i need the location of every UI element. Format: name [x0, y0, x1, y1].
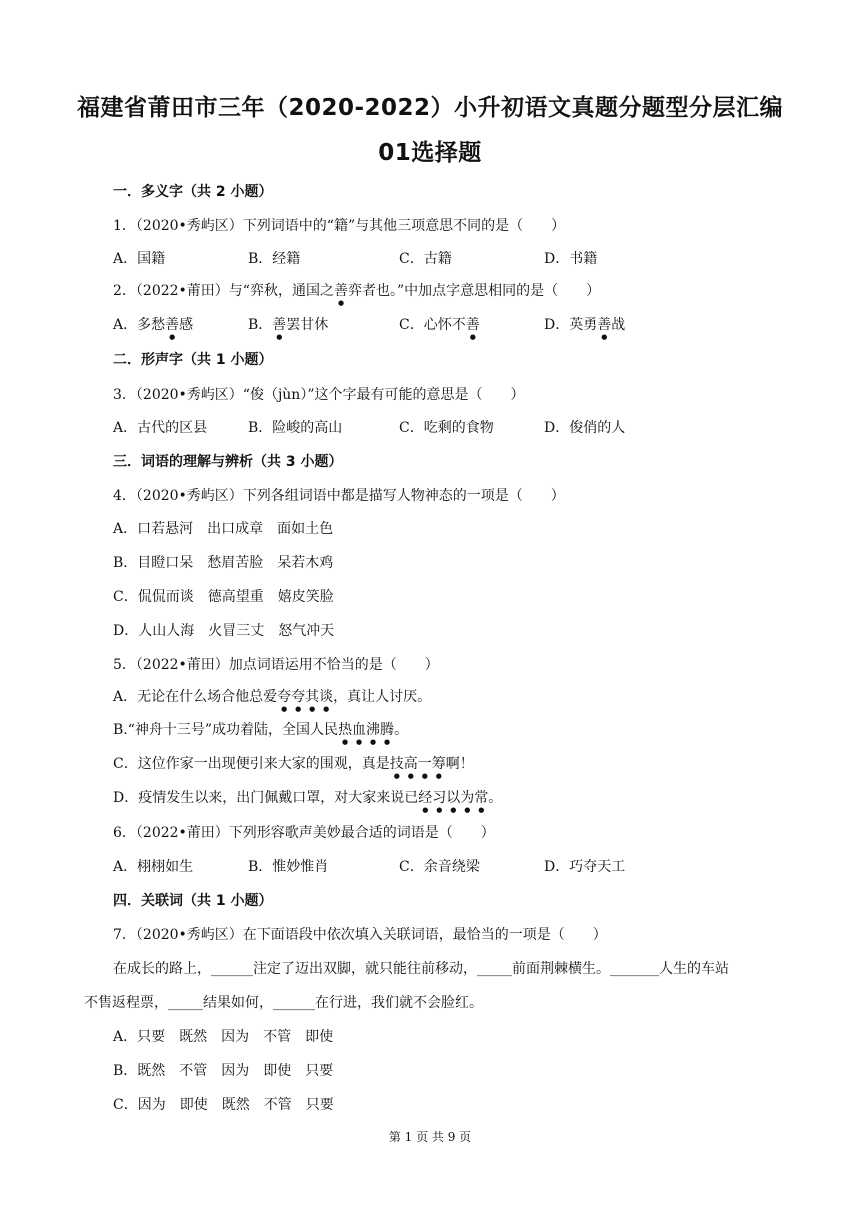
- question-7-option-c: C．因为 即使 既然 不管 只要: [113, 1097, 334, 1113]
- question-7-option-b: B．既然 不管 因为 即使 只要: [113, 1063, 334, 1079]
- section-heading-3: 三．词语的理解与辨析（共 3 小题）: [113, 454, 343, 470]
- section-heading-4: 四．关联词（共 1 小题）: [113, 893, 273, 909]
- question-7-passage-line2: 不售返程票，_____结果如何，______在行进，我们就不会脸红。: [84, 995, 483, 1011]
- question-5-stem: 5．（2022•莆田）加点词语运用不恰当的是（ ）: [113, 657, 439, 673]
- question-3-option-a: A．古代的区县: [113, 420, 208, 436]
- question-6-option-c: C．余音绕梁: [399, 859, 480, 875]
- question-3-option-d: D．俊俏的人: [544, 420, 626, 436]
- question-5-option-a: A．无论在什么场合他总爱夸夸其谈，真让人讨厌。: [113, 689, 432, 705]
- question-1-option-c: C．古籍: [399, 251, 452, 267]
- question-1-option-b: B．经籍: [248, 251, 301, 267]
- page-footer: 第 1 页 共 9 页: [388, 1130, 472, 1144]
- question-2-option-d: D．英勇善战: [544, 317, 626, 333]
- question-4-option-d: D．人山人海 火冒三丈 怒气冲天: [113, 623, 335, 639]
- document-title-line2: 01选择题: [378, 140, 482, 166]
- question-7-stem: 7．（2020•秀屿区）在下面语段中依次填入关联词语，最恰当的一项是（ ）: [113, 927, 607, 943]
- question-6-option-a: A．栩栩如生: [113, 859, 194, 875]
- section-heading-2: 二．形声字（共 1 小题）: [113, 352, 273, 368]
- emphasis-mark: 善: [333, 283, 348, 299]
- section-heading-1: 一．多义字（共 2 小题）: [113, 184, 273, 200]
- question-2-option-c: C．心怀不善: [399, 317, 480, 333]
- question-5-option-b: B.“神舟十三号”成功着陆，全国人民热血沸腾。: [113, 722, 409, 738]
- question-3-stem: 3．（2020•秀屿区）“俊（jùn）”这个字最有可能的意思是（ ）: [113, 387, 525, 403]
- question-7-passage-line1: 在成长的路上，______注定了迈出双脚，就只能往前移动，_____前面荆棘横生。_______人生的车站: [113, 961, 729, 977]
- question-2-option-a: A．多愁善感: [113, 317, 194, 333]
- question-4-option-c: C．侃侃而谈 德高望重 嬉皮笑脸: [113, 589, 334, 605]
- question-6-option-b: B．惟妙惟肖: [248, 859, 329, 875]
- document-title-line1: 福建省莆田市三年（2020-2022）小升初语文真题分题型分层汇编: [76, 95, 784, 121]
- question-6-option-d: D．巧夺天工: [544, 859, 626, 875]
- question-1-option-d: D．书籍: [544, 251, 598, 267]
- question-5-option-c: C．这位作家一出现便引来大家的围观，真是技高一筹啊！: [113, 756, 474, 772]
- question-1-stem: 1．（2020•秀屿区）下列词语中的“籍”与其他三项意思不同的是（ ）: [113, 218, 566, 234]
- question-4-stem: 4．（2020•秀屿区）下列各组词语中都是描写人物神态的一项是（ ）: [113, 488, 565, 504]
- question-4-option-a: A．口若悬河 出口成章 面如土色: [113, 521, 334, 537]
- question-6-stem: 6．（2022•莆田）下列形容歌声美妙最合适的词语是（ ）: [113, 825, 495, 841]
- question-2-option-b: B．善罢甘休: [248, 317, 329, 333]
- question-4-option-b: B．目瞪口呆 愁眉苦脸 呆若木鸡: [113, 555, 334, 571]
- question-2-stem: 2．（2022•莆田）与“弈秋，通国之善弈者也。”中加点字意思相同的是（ ）: [113, 283, 601, 299]
- question-1-option-a: A．国籍: [113, 251, 166, 267]
- question-7-option-a: A．只要 既然 因为 不管 即使: [113, 1029, 334, 1045]
- question-3-option-b: B．险峻的高山: [248, 420, 343, 436]
- question-5-option-d: D．疫情发生以来，出门佩戴口罩，对大家来说已经习以为常。: [113, 790, 503, 806]
- question-3-option-c: C．吃剩的食物: [399, 420, 494, 436]
